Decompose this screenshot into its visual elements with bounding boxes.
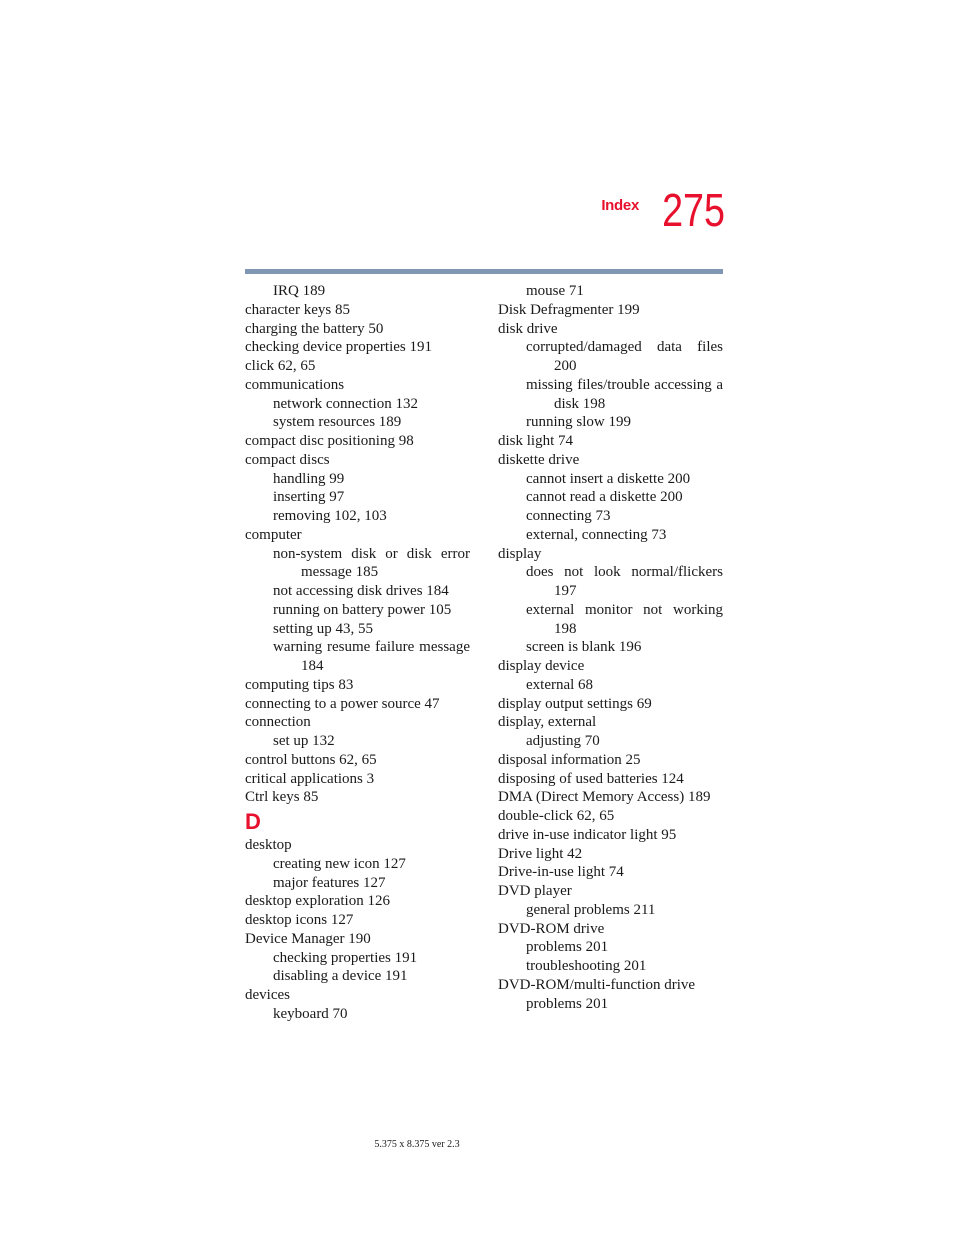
index-subentry: cannot read a diskette 200 [526, 489, 683, 506]
index-subentry: running on battery power 105 [273, 601, 452, 618]
index-subentry: cannot insert a diskette 200 [526, 470, 691, 487]
index-entry: desktop exploration 126 [245, 893, 390, 910]
index-entry: DVD player [498, 883, 572, 899]
index-subentry: external, connecting 73 [526, 526, 667, 543]
index-entry: compact discs [245, 451, 330, 468]
index-entry: DMA (Direct Memory Access) 189 [498, 789, 711, 806]
index-entry: devices [245, 987, 290, 1003]
index-entry: diskette drive [498, 451, 580, 468]
index-subentry: mouse 71 [526, 283, 584, 299]
index-subentry: problems 201 [526, 939, 609, 956]
index-column-left [245, 282, 470, 1024]
index-subentry: running slow 199 [526, 414, 631, 431]
index-subentry: set up 132 [273, 733, 335, 749]
header-rule [245, 269, 723, 274]
index-entry: character keys 85 [245, 301, 350, 318]
index-entry: DVD-ROM drive [498, 920, 605, 937]
index-entry: display output settings 69 [498, 695, 652, 712]
index-subentry: corrupted/damaged data files 200 [526, 339, 723, 374]
index-subentry: screen is blank 196 [526, 639, 642, 656]
index-subentry: inserting 97 [273, 489, 345, 506]
index-subentry: external 68 [526, 676, 594, 693]
index-entry: desktop [245, 837, 292, 853]
index-subentry: handling 99 [273, 470, 345, 487]
index-subentry: removing 102, 103 [273, 508, 387, 524]
index-subentry: system resources 189 [273, 414, 402, 431]
index-column-right [498, 282, 723, 1013]
index-entry: display [498, 545, 542, 562]
index-entry: Drive-in-use light 74 [498, 864, 624, 881]
index-subentry: connecting 73 [526, 508, 611, 524]
index-entry: display device [498, 658, 585, 674]
index-subentry: IRQ 189 [273, 283, 326, 299]
page-number: 275 [662, 184, 725, 236]
index-entry: click 62, 65 [245, 358, 316, 374]
running-header-title: Index [601, 197, 639, 214]
index-subentry: setting up 43, 55 [273, 620, 373, 637]
index-entry: charging the battery 50 [245, 320, 384, 337]
index-entry: disk light 74 [498, 433, 574, 449]
index-subentry: problems 201 [526, 995, 609, 1012]
index-subentry: missing files/trouble accessing a disk 198 [526, 376, 723, 412]
index-entry: desktop icons 127 [245, 912, 354, 928]
index-entry: computer [245, 526, 302, 543]
index-subentry: disabling a device 191 [273, 968, 408, 985]
index-entry: control buttons 62, 65 [245, 751, 377, 768]
index-entry: disposing of used batteries 124 [498, 770, 684, 787]
index-entry: DVD-ROM/multi-function drive [498, 976, 696, 993]
index-entry: critical applications 3 [245, 770, 375, 787]
index-entry: communications [245, 376, 345, 393]
index-entry: display, external [498, 714, 597, 731]
index-subentry: checking properties 191 [273, 949, 418, 966]
index-entry: Drive light 42 [498, 845, 583, 862]
index-subentry: keyboard 70 [273, 1005, 348, 1022]
index-subentry: general problems 211 [526, 901, 656, 918]
index-entry: disposal information 25 [498, 751, 641, 768]
index-entry: connection [245, 714, 311, 731]
index-subentry: warning resume failure message 184 [273, 639, 470, 674]
index-entry: connecting to a power source 47 [245, 695, 440, 712]
index-subentry: creating new icon 127 [273, 855, 406, 872]
index-entry: Device Manager 190 [245, 930, 371, 947]
section-letter: D [245, 809, 261, 834]
index-subentry: non-system disk or disk error message 185 [273, 545, 470, 581]
index-entry: disk drive [498, 320, 558, 337]
index-subentry: network connection 132 [273, 395, 418, 412]
index-subentry: does not look normal/flickers 197 [526, 564, 723, 599]
index-subentry: external monitor not working 198 [526, 601, 723, 637]
index-entry: compact disc positioning 98 [245, 433, 414, 449]
index-subentry: adjusting 70 [526, 733, 600, 749]
index-entry: checking device properties 191 [245, 339, 433, 356]
index-entry: Ctrl keys 85 [245, 789, 319, 806]
index-entry: Disk Defragmenter 199 [498, 301, 640, 318]
index-entry: computing tips 83 [245, 676, 354, 693]
index-subentry: troubleshooting 201 [526, 958, 647, 974]
index-entry: drive in-use indicator light 95 [498, 826, 677, 843]
index-subentry: major features 127 [273, 874, 386, 891]
index-subentry: not accessing disk drives 184 [273, 583, 449, 599]
index-entry: double-click 62, 65 [498, 808, 615, 824]
footer-trim-note: 5.375 x 8.375 ver 2.3 [374, 1139, 460, 1150]
